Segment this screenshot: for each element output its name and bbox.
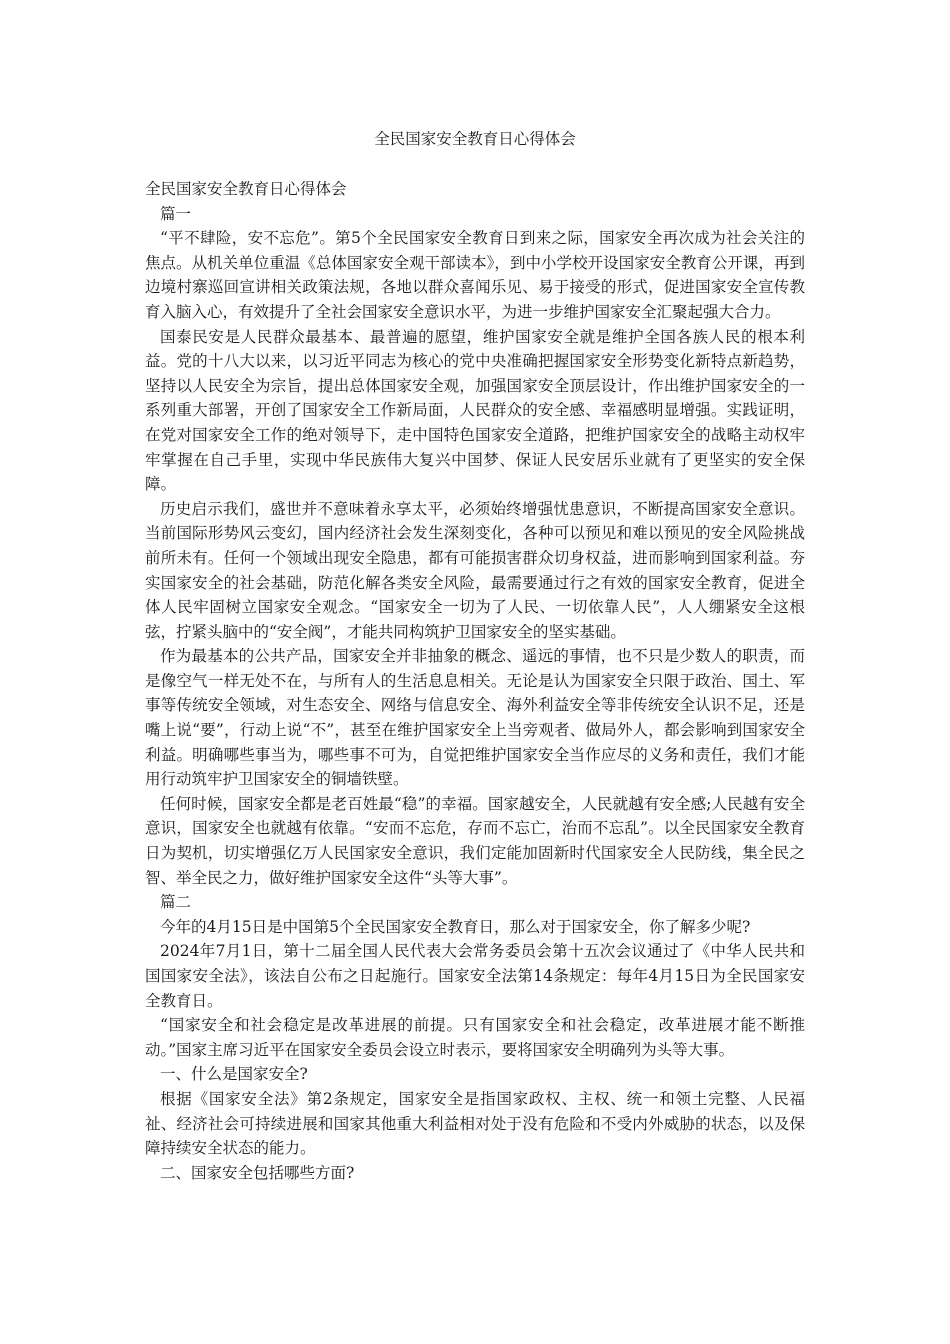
subheading: 二、国家安全包括哪些方面? xyxy=(160,1163,355,1182)
body-paragraph: “平不肆险，安不忘危”。第5个全民国家安全教育日到来之际，国家安全再次成为社会关注的焦点。从机关单位重温《总体国家安全观干部读本》，到中小学校开设国家安全教育公开课，再到边境村寨巡回宣讲相关政策法规，各地以群众喜闻乐见、易于接受的形式，促进国家安全宣传教育入脑入心，有效提升了全社会国家安全意识水平，为进一步维护国家安全汇聚起强大合力。 xyxy=(145,229,805,321)
body-paragraph: 根据《国家安全法》第2条规定，国家安全是指国家政权、主权、统一和领土完整、人民福祉、经济社会可持续进展和国家其他重大利益相对处于没有危险和不受内外威胁的状态，以及保障持续安全状态的能力。 xyxy=(145,1089,805,1158)
section-label-part-one: 篇一 xyxy=(160,204,192,223)
body-paragraph: 作为最基本的公共产品，国家安全并非抽象的概念、遥远的事情，也不只是少数人的职责，而是像空气一样无处不在，与所有人的生活息息相关。无论是认为国家安全只限于政治、国土、军事等传统安全领域，对生态安全、网络与信息安全、海外利益安全等非传统安全认识不足，还是嘴上说“要”，行动上说“不”，甚至在维护国家安全上当旁观者、做局外人，都会影响到国家安全利益。明确哪些事当为，哪些事不可为，自觉把维护国家安全当作应尽的义务和责任，我们才能用行动筑牢护卫国家安全的铜墙铁壁。 xyxy=(145,647,805,789)
document-title: 全民国家安全教育日心得体会 xyxy=(374,130,576,148)
section-label-part-two: 篇二 xyxy=(160,893,192,912)
body-paragraph: 2024年7月1日，第十二届全国人民代表大会常务委员会第十五次会议通过了《中华人民共和国国家安全法》，该法自公布之日起施行。国家安全法第14条规定：每年4月15日为全民国家安全教育日。 xyxy=(145,942,805,1010)
body-paragraph: 今年的4月15日是中国第5个全民国家安全教育日，那么对于国家安全，你了解多少呢? xyxy=(160,917,751,936)
body-paragraph: 历史启示我们，盛世并不意味着永享太平，必须始终增强忧患意识，不断提高国家安全意识。当前国际形势风云变幻，国内经济社会发生深刻变化，各种可以预见和难以预见的安全风险挑战前所未有。任何一个领域出现安全隐患，都有可能损害群众切身权益，进而影响到国家利益。夯实国家安全的社会基础，防范化解各类安全风险，最需要通过行之有效的国家安全教育，促进全体人民牢固树立国家安全观念。“国家安全一切为了人民、一切依靠人民”，人人绷紧安全这根弦，拧紧头脑中的“安全阀”，才能共同构筑护卫国家安全的坚实基础。 xyxy=(145,499,805,641)
body-heading: 全民国家安全教育日心得体会 xyxy=(145,180,347,198)
body-paragraph: 任何时候，国家安全都是老百姓最“稳”的幸福。国家越安全，人民就越有安全感;人民越有安全意识，国家安全也就越有依靠。“安而不忘危，存而不忘亡，治而不忘乱”。以全民国家安全教育日为契机，切实增强亿万人民国家安全意识，我们定能加固新时代国家安全人民防线，集全民之智、举全民之力，做好维护国家安全这件“头等大事”。 xyxy=(145,794,805,887)
subheading: 一、什么是国家安全? xyxy=(160,1065,308,1084)
document-body xyxy=(145,177,805,1185)
body-paragraph: 国泰民安是人民群众最基本、最普遍的愿望，维护国家安全就是维护全国各族人民的根本利益。党的十八大以来，以习近平同志为核心的党中央准确把握国家安全形势变化新特点新趋势，坚持以人民安全为宗旨，提出总体国家安全观，加强国家安全顶层设计，作出维护国家安全的一系列重大部署，开创了国家安全工作新局面，人民群众的安全感、幸福感明显增强。实践证明，在党对国家安全工作的绝对领导下，走中国特色国家安全道路，把维护国家安全的战略主动权牢牢掌握在自己手里，实现中华民族伟大复兴中国梦、保证人民安居乐业就有了更坚实的安全保障。 xyxy=(145,327,805,494)
body-paragraph: “国家安全和社会稳定是改革进展的前提。只有国家安全和社会稳定，改革进展才能不断推动。”国家主席习近平在国家安全委员会设立时表示，要将国家安全明确列为头等大事。 xyxy=(145,1016,805,1059)
